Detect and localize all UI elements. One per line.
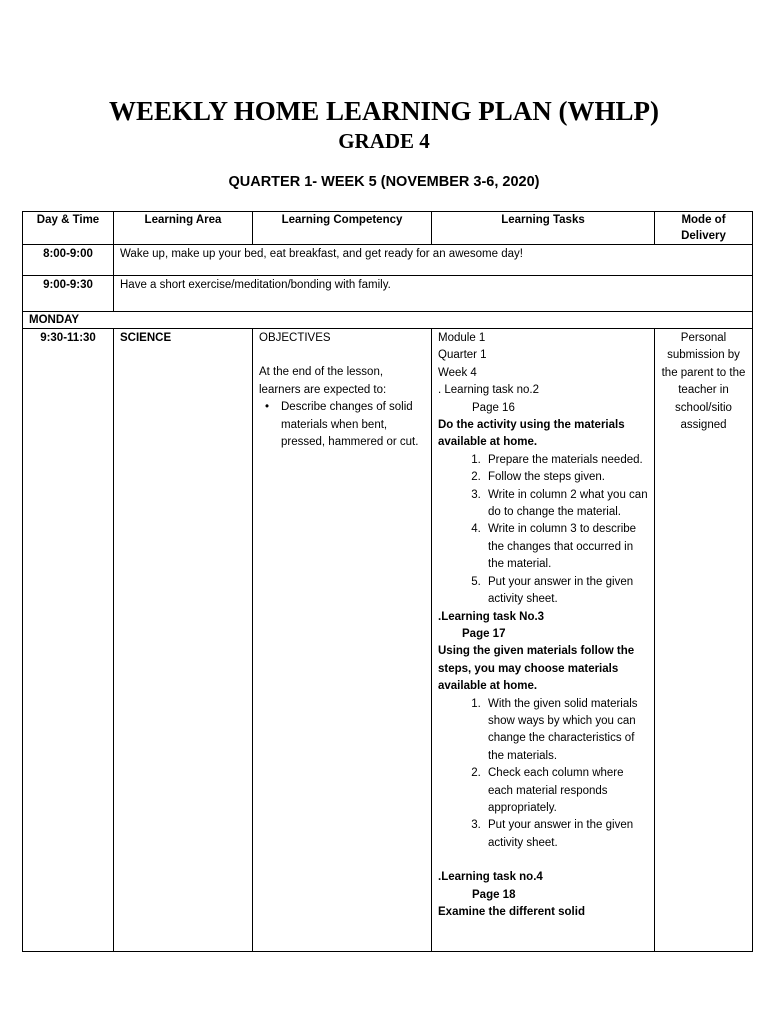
learning-plan-table (22, 211, 753, 952)
objectives-heading: OBJECTIVES (259, 332, 331, 344)
column-header-mode-of-delivery: Mode of Delivery (655, 212, 753, 245)
bullet-icon: • (265, 401, 270, 414)
week-label: Week 4 (438, 366, 477, 379)
task4-instruction: Examine the different solid (438, 906, 585, 918)
column-header-learning-competency: Learning Competency (253, 212, 432, 245)
grade-heading: GRADE 4 (338, 129, 430, 153)
table-row (23, 276, 753, 312)
learning-competency-cell (253, 329, 432, 952)
list-item: 2. Check each column where each material responds appropriately. (484, 765, 648, 817)
activity-cell: Have a short exercise/meditation/bonding with family. (114, 276, 753, 312)
column-header-learning-tasks: Learning Tasks (432, 212, 655, 245)
column-header-learning-area: Learning Area (114, 212, 253, 245)
mode-of-delivery-cell: Personal submission by the parent to the teacher in school/sitio assigned (655, 329, 753, 952)
objectives-intro: At the end of the lesson, learners are expected to: (259, 366, 387, 396)
task2-page: Page 16 (472, 401, 515, 414)
list-item (265, 399, 425, 451)
table-row (23, 329, 753, 952)
list-item: 3. Write in column 2 what you can do to change the material. (484, 487, 648, 522)
list-item: 1. With the given solid materials show ways by which you can change the characteristics of the materials. (484, 696, 648, 766)
activity-cell: Wake up, make up your bed, eat breakfast, and get ready for an awesome day! (114, 245, 753, 276)
list-item: 2. Follow the steps given. (484, 469, 648, 486)
task3-title: .Learning task No.3 (438, 610, 545, 623)
objectives-list (259, 399, 425, 451)
document-title: WEEKLY HOME LEARNING PLAN (WHLP) (108, 96, 660, 126)
table-row (23, 245, 753, 276)
quarter-label: Quarter 1 (438, 349, 487, 362)
table-header-row (23, 212, 753, 245)
time-cell: 9:00-9:30 (23, 276, 114, 312)
task3-instruction: Using the given materials follow the steps, you may choose materials available at home. (438, 645, 635, 693)
task3-page: Page 17 (462, 627, 506, 640)
objective-text: Describe changes of solid materials when bent, pressed, hammered or cut. (281, 401, 419, 449)
column-header-day-time: Day & Time (23, 212, 114, 245)
session-time-cell: 9:30-11:30 (23, 329, 114, 952)
day-label: MONDAY (23, 312, 753, 329)
task3-steps (438, 696, 648, 853)
task2-title: . Learning task no.2 (438, 384, 540, 397)
list-item: 5. Put your answer in the given activity sheet. (484, 574, 648, 609)
task2-instruction: Do the activity using the materials available at home. (438, 419, 625, 449)
list-item: 1. Prepare the materials needed. (484, 452, 648, 469)
list-item: 4. Write in column 3 to describe the changes that occurred in the material. (484, 521, 648, 573)
learning-tasks-cell (432, 329, 655, 952)
module-label: Module 1 (438, 332, 486, 344)
quarter-heading: QUARTER 1- WEEK 5 (NOVEMBER 3-6, 2020) (228, 174, 540, 190)
learning-area-cell: SCIENCE (114, 329, 253, 952)
day-row (23, 312, 753, 329)
time-cell: 8:00-9:00 (23, 245, 114, 276)
task4-title: .Learning task no.4 (438, 871, 543, 884)
task4-page: Page 18 (472, 888, 516, 901)
task2-steps (438, 452, 648, 609)
list-item: 3. Put your answer in the given activity sheet. (484, 817, 648, 852)
